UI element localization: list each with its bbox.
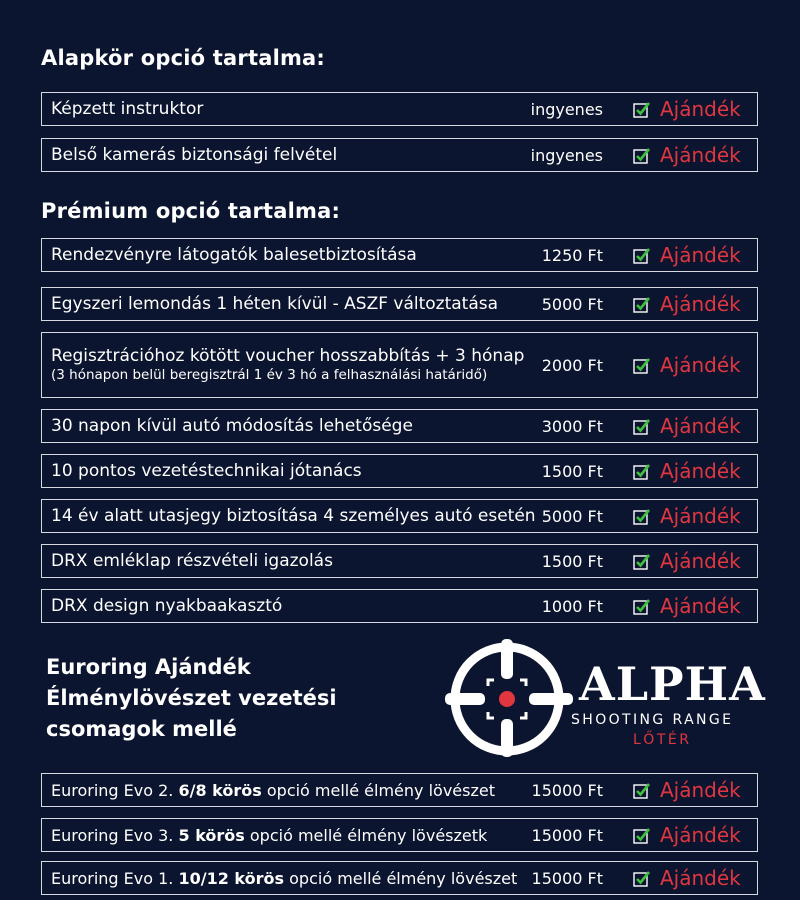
- row-label: Euroring Evo 3. 5 körös opció mellé élmény lövészetk: [51, 825, 488, 845]
- gift-label: Ajándék: [660, 143, 741, 167]
- premium-row-6: [41, 499, 758, 533]
- row-label: DRX emléklap részvételi igazolás: [51, 551, 333, 571]
- row-label: Euroring Evo 1. 10/12 körös opció mellé élmény lövészet: [51, 868, 518, 888]
- row-price: 5000 Ft: [541, 506, 603, 526]
- row-sublabel: (3 hónapon belül beregisztrál 1 év 3 hó a felhasználási határidő): [51, 367, 488, 384]
- row-label: Képzett instruktor: [51, 99, 204, 119]
- euroring-row-1: [41, 773, 758, 807]
- gift-label: Ajándék: [660, 243, 741, 267]
- row-price: 5000 Ft: [541, 294, 603, 314]
- row-price: ingyenes: [530, 145, 603, 165]
- row-label: Rendezvényre látogatók balesetbiztosítása: [51, 245, 417, 265]
- premium-row-4: [41, 409, 758, 443]
- gift-label: Ajándék: [660, 778, 741, 802]
- gift-label: Ajándék: [660, 97, 741, 121]
- gift-label: Ajándék: [660, 353, 741, 377]
- euroring-row-2: [41, 818, 758, 852]
- row-price: 1500 Ft: [541, 551, 603, 571]
- logo-line3: LŐTÉR: [633, 732, 692, 748]
- row-label: Egyszeri lemondás 1 héten kívül - ASZF változtatása: [51, 294, 499, 314]
- gift-label: Ajándék: [660, 549, 741, 573]
- checkbox-checked-icon: [633, 147, 650, 164]
- checkbox-checked-icon: [633, 296, 650, 313]
- premium-row-5: [41, 454, 758, 488]
- row-label: 10 pontos vezetéstechnikai jótanács: [51, 461, 362, 481]
- row-label: DRX design nyakbaakasztó: [51, 596, 283, 616]
- premium-row-7: [41, 544, 758, 578]
- checkbox-checked-icon: [633, 418, 650, 435]
- row-price: 15000 Ft: [531, 780, 603, 800]
- premium-row-3: [41, 332, 758, 398]
- checkbox-checked-icon: [633, 827, 650, 844]
- euroring-heading-line: Élménylövészet vezetési: [46, 686, 337, 710]
- gift-label: Ajándék: [660, 504, 741, 528]
- row-label: 14 év alatt utasjegy biztosítása 4 személyes autó esetén: [51, 506, 536, 526]
- row-price: 1000 Ft: [541, 596, 603, 616]
- row-price: 1250 Ft: [541, 245, 603, 265]
- gift-label: Ajándék: [660, 594, 741, 618]
- gift-label: Ajándék: [660, 459, 741, 483]
- row-label: Regisztrációhoz kötött voucher hosszabbítás + 3 hónap: [51, 345, 525, 366]
- premium-heading: Prémium opció tartalma:: [41, 199, 341, 223]
- checkbox-checked-icon: [633, 247, 650, 264]
- row-label: Belső kamerás biztonsági felvétel: [51, 145, 338, 165]
- logo-name: ALPHA: [579, 657, 766, 711]
- gift-label: Ajándék: [660, 866, 741, 890]
- row-label-block: [51, 346, 524, 384]
- gift-label: Ajándék: [660, 414, 741, 438]
- row-price: 15000 Ft: [531, 825, 603, 845]
- euroring-heading-line: Euroring Ajándék: [46, 655, 251, 679]
- row-price: 15000 Ft: [531, 868, 603, 888]
- alap-row-2: [41, 138, 758, 172]
- logo-line2: SHOOTING RANGE: [571, 712, 734, 728]
- checkbox-checked-icon: [633, 101, 650, 118]
- euroring-row-3: [41, 861, 758, 895]
- checkbox-checked-icon: [633, 508, 650, 525]
- row-price: 1500 Ft: [541, 461, 603, 481]
- row-label: 30 napon kívül autó módosítás lehetősége: [51, 416, 413, 436]
- checkbox-checked-icon: [633, 782, 650, 799]
- premium-row-1: [41, 238, 758, 272]
- checkbox-checked-icon: [633, 598, 650, 615]
- checkbox-checked-icon: [633, 463, 650, 480]
- alpha-shooting-range-logo: [443, 637, 766, 757]
- row-price: 2000 Ft: [541, 355, 603, 375]
- alap-heading: Alapkör opció tartalma:: [41, 46, 326, 70]
- checkbox-checked-icon: [633, 357, 650, 374]
- premium-row-8: [41, 589, 758, 623]
- gift-label: Ajándék: [660, 292, 741, 316]
- gift-label: Ajándék: [660, 823, 741, 847]
- alap-row-1: [41, 92, 758, 126]
- premium-row-2: [41, 287, 758, 321]
- checkbox-checked-icon: [633, 870, 650, 887]
- euroring-heading-line: csomagok mellé: [46, 717, 237, 741]
- row-price: ingyenes: [530, 99, 603, 119]
- row-price: 3000 Ft: [541, 416, 603, 436]
- euroring-heading: [46, 652, 337, 745]
- checkbox-checked-icon: [633, 553, 650, 570]
- row-label: Euroring Evo 2. 6/8 körös opció mellé élmény lövészet: [51, 780, 495, 800]
